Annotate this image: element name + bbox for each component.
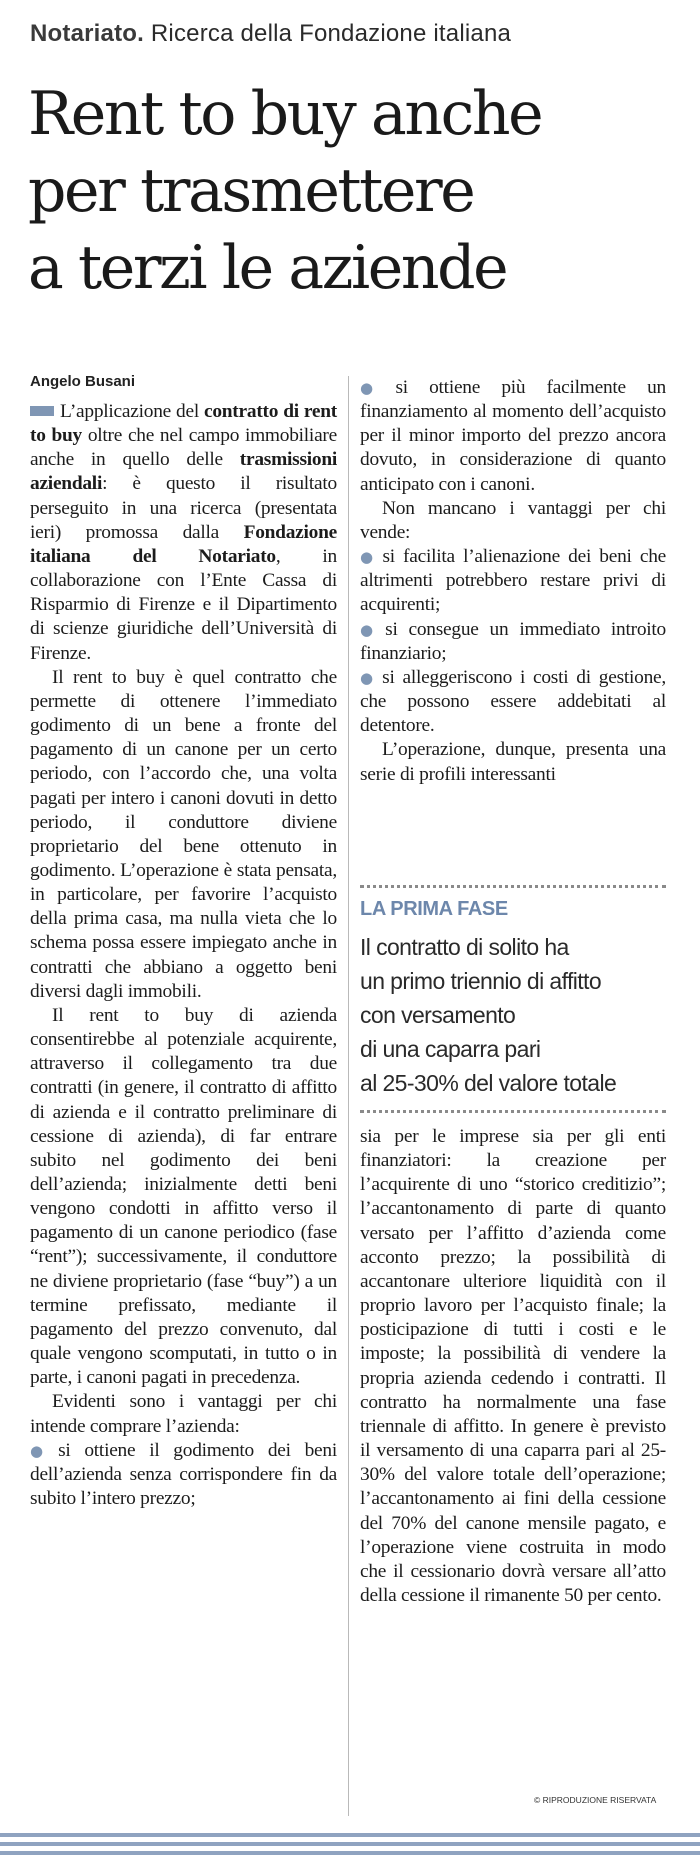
box-line-1: Il contratto di solito ha <box>360 934 569 960</box>
footer-rule <box>0 1833 700 1837</box>
article-column-right-top <box>360 376 666 787</box>
headline-line-3: a terzi le aziende <box>28 233 507 303</box>
headline <box>28 76 688 307</box>
bullet-icon: ● <box>30 1441 53 1460</box>
byline: Angelo Busani <box>30 373 136 390</box>
box-line-5: al 25-30% del valore totale <box>360 1070 617 1096</box>
lead-paragraph <box>30 400 337 666</box>
bullet-item: ● si ottiene il godimento dei beni dell’azienda senza corrispondere fin da subito l’intero prezzo; <box>30 1439 337 1510</box>
footer-rule <box>0 1851 700 1855</box>
box-divider-bottom <box>360 1110 666 1113</box>
paragraph-seller-advantages: Non mancano i vantaggi per chi vende: <box>360 497 666 543</box>
bullet-icon: ● <box>360 548 377 567</box>
article-column-right-bottom <box>360 1125 666 1608</box>
paragraph-definition: Il rent to buy è quel contratto che permette di ottenere l’immediato godimento di un bene a fronte del pagamento di un canone per un certo periodo, con l’accordo che, una volta pagati per intero i canoni dovuti in detto periodo, il conduttore diviene proprietario del bene ottenuto in godimento. L’operazione è stata pensata, in particolare, per favorire l’acquisto della prima casa, ma nulla vieta che lo schema possa essere impiegato anche in contratti che abbiano a oggetto beni diversi dagli immobili. <box>30 666 337 1002</box>
paragraph-buyer-advantages: Evidenti sono i vantaggi per chi intende comprare l’azienda: <box>30 1391 337 1437</box>
headline-line-1: Rent to buy anche <box>28 79 542 149</box>
bullet-item: ● si consegue un immediato introito finanziario; <box>360 618 667 664</box>
lead-text-4: , in collaborazione con l’Ente Cassa di Risparmio di Firenze e il Dipartimento di scienze giuridiche dell’Università di Firenze. <box>30 545 338 664</box>
bullet-item: ● si facilita l’alienazione dei beni che altrimenti potrebbero restare privi di acquirenti; <box>360 546 666 616</box>
box-divider-top <box>360 885 666 888</box>
paragraph-profiles: L’operazione, dunque, presenta una serie di profili interessanti <box>360 739 666 785</box>
kicker-label: Notariato. <box>30 20 145 47</box>
bullet-item: ● si ottiene più facilmente un finanziamento al momento dell’acquisto per il minor importo del prezzo ancora dovuto, in considerazione di quanto anticipato con i canoni. <box>360 377 666 495</box>
lead-text-3: : è questo il risultato perseguito in una ricerca (presentata ieri) promossa dalla <box>30 473 337 543</box>
column-divider <box>348 376 349 1816</box>
bullet-icon: ● <box>360 668 377 687</box>
kicker-text: Ricerca della Fondazione italiana <box>150 20 512 47</box>
paragraph-business: Il rent to buy di azienda consentirebbe al potenziale acquirente, attraverso il collegamento tra due contratti (in genere, il contratto di affitto di azienda e il contratto preliminare di cessione di azienda), di far entrare subito nel godimento dei beni dell’azienda; inizialmente detti beni vengono condotti in affitto verso il pagamento di un canone periodico (fase “rent”); successivamente, il conduttore ne diviene proprietario (fase “buy”) a un termine prefissato, mediante il pagamento del prezzo convenuto, dal quale vengono scomputati, in tutto o in parte, i canoni pagati in precedenza. <box>30 1004 337 1389</box>
lead-bold-1: contratto di rent to buy <box>30 401 337 447</box>
bullet-icon: ● <box>360 620 380 639</box>
paragraph-conclusion: sia per le imprese sia per gli enti finanziatori: la creazione per l’acquirente di uno “storico creditizio”; l’accantonamento di parte di quanto versato per l’affitto d’azienda come acconto prezzo; la possibilità di accantonare ulteriore liquidità con il proprio lavoro per l’acquisto finale; la posticipazione di tutti i costi e le imposte; la possibilità di vendere la propria azienda cedendo i contratti. Il contratto ha normalmente una fase triennale di affitto. In genere è previsto il versamento di una caparra pari al 25-30% del valore totale dell’operazione; l’accantonamento ai fini della cessione del 70% del canone mensile pagato, e l’operazione viene costruita in modo che il cessionario dovrà versare all’atto della cessione il rimanente 50 per cento. <box>360 1126 666 1606</box>
article-column-left <box>30 400 337 1511</box>
lead-marker-icon <box>30 406 54 416</box>
footer-rule <box>0 1842 700 1846</box>
box-line-4: di una caparra pari <box>360 1036 541 1062</box>
bullet-item: ● si alleggeriscono i costi di gestione, che possono essere addebitati al detentore. <box>360 666 666 737</box>
headline-line-2: per trasmettere <box>28 156 474 226</box>
lead-bold-2: trasmissioni aziendali <box>30 449 337 495</box>
bullet-icon: ● <box>360 379 390 397</box>
box-text <box>360 930 670 1100</box>
box-title: LA PRIMA FASE <box>360 898 508 920</box>
lead-text-2: oltre che nel campo immobiliare anche in quello delle <box>30 425 337 471</box>
lead-text-1: L’applicazione del <box>60 401 204 422</box>
copyright-notice: © RIPRODUZIONE RISERVATA <box>534 1795 657 1805</box>
box-line-2: un primo triennio di affitto <box>360 968 602 994</box>
kicker <box>30 20 511 48</box>
lead-bold-3: Fondazione italiana del Notariato <box>30 521 337 567</box>
box-line-3: con versamento <box>360 1002 516 1028</box>
